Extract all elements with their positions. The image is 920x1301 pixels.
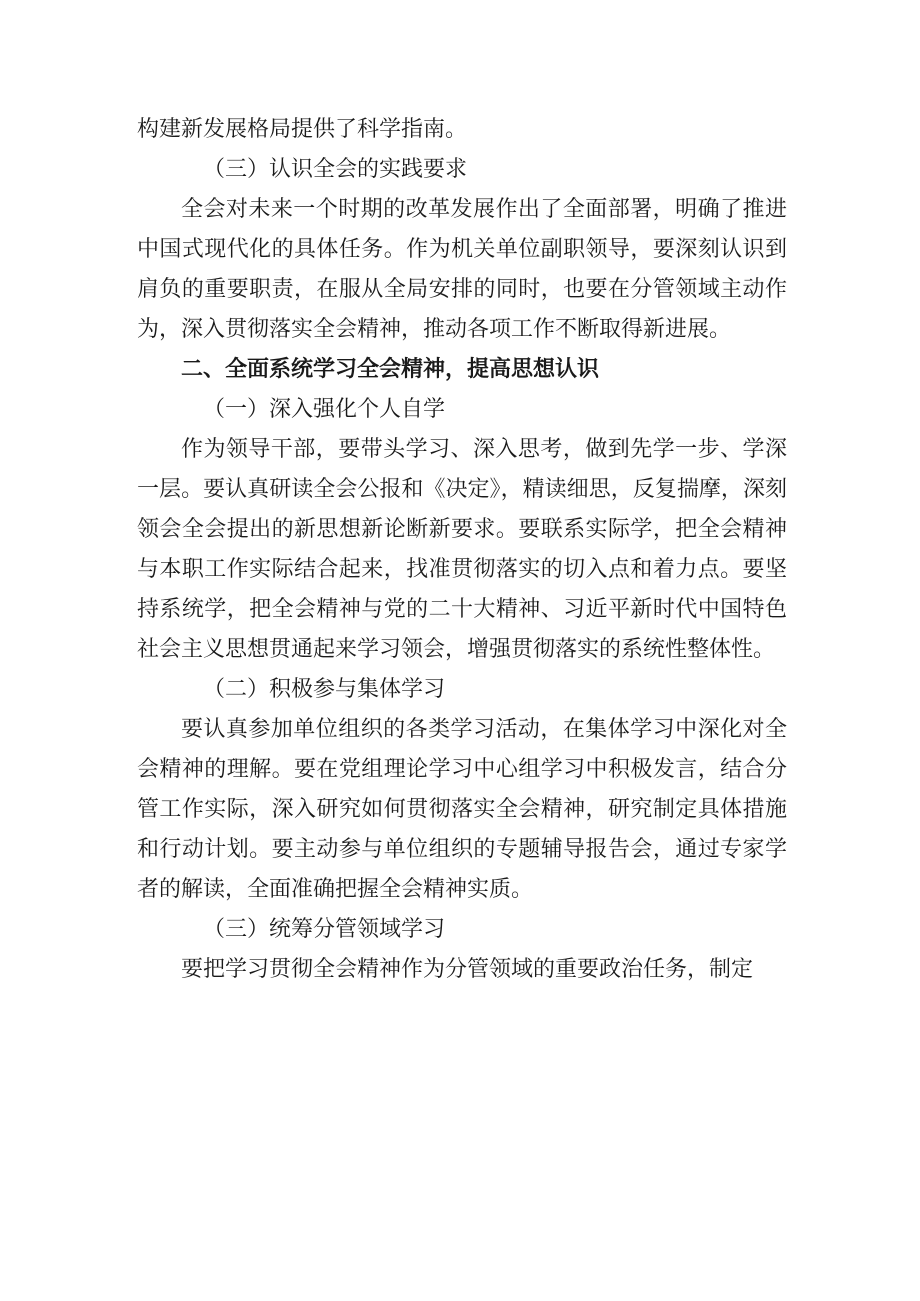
paragraph-practice-requirements: 全会对未来一个时期的改革发展作出了全面部署，明确了推进中国式现代化的具体任务。作为机关单位副职领导，要深刻认识到肩负的重要职责，在服从全局安排的同时，也要在分管领域主动作为，深入贯彻落实全会精神，推动各项工作不断取得新进展。 [137,197,787,342]
paragraph-self-study: 作为领导干部，要带头学习、深入思考，做到先学一步、学深一层。要认真研读全会公报和《决定》，精读细思，反复揣摩，深刻领会全会提出的新思想新论断新要求。要联系实际学，把全会精神与本职工作实际结合起来，找准贯彻落实的切入点和着力点。要坚持系统学，把全会精神与党的二十大精神、习近平新时代中国特色社会主义思想贯通起来学习领会，增强贯彻落实的系统性整体性。 [137,437,787,662]
subheading-practice-requirements: （三）认识全会的实践要求 [203,157,468,182]
section-heading-2: 二、全面系统学习全会精神，提高思想认识 [181,357,600,382]
paragraph-continuation: 构建新发展格局提供了科学指南。 [137,117,468,142]
subheading-self-study: （一）深入强化个人自学 [203,397,446,422]
paragraph-domain-study: 要把学习贯彻全会精神作为分管领域的重要政治任务，制定 [181,957,754,982]
subheading-group-study: （二）积极参与集体学习 [203,677,446,702]
paragraph-group-study: 要认真参加单位组织的各类学习活动，在集体学习中深化对全会精神的理解。要在党组理论学习中心组学习中积极发言，结合分管工作实际，深入研究如何贯彻落实全会精神，研究制定具体措施和行动计划。要主动参与单位组织的专题辅导报告会，通过专家学者的解读，全面准确把握全会精神实质。 [137,717,787,902]
document-body [137,110,787,990]
subheading-domain-study: （三）统筹分管领域学习 [203,917,446,942]
